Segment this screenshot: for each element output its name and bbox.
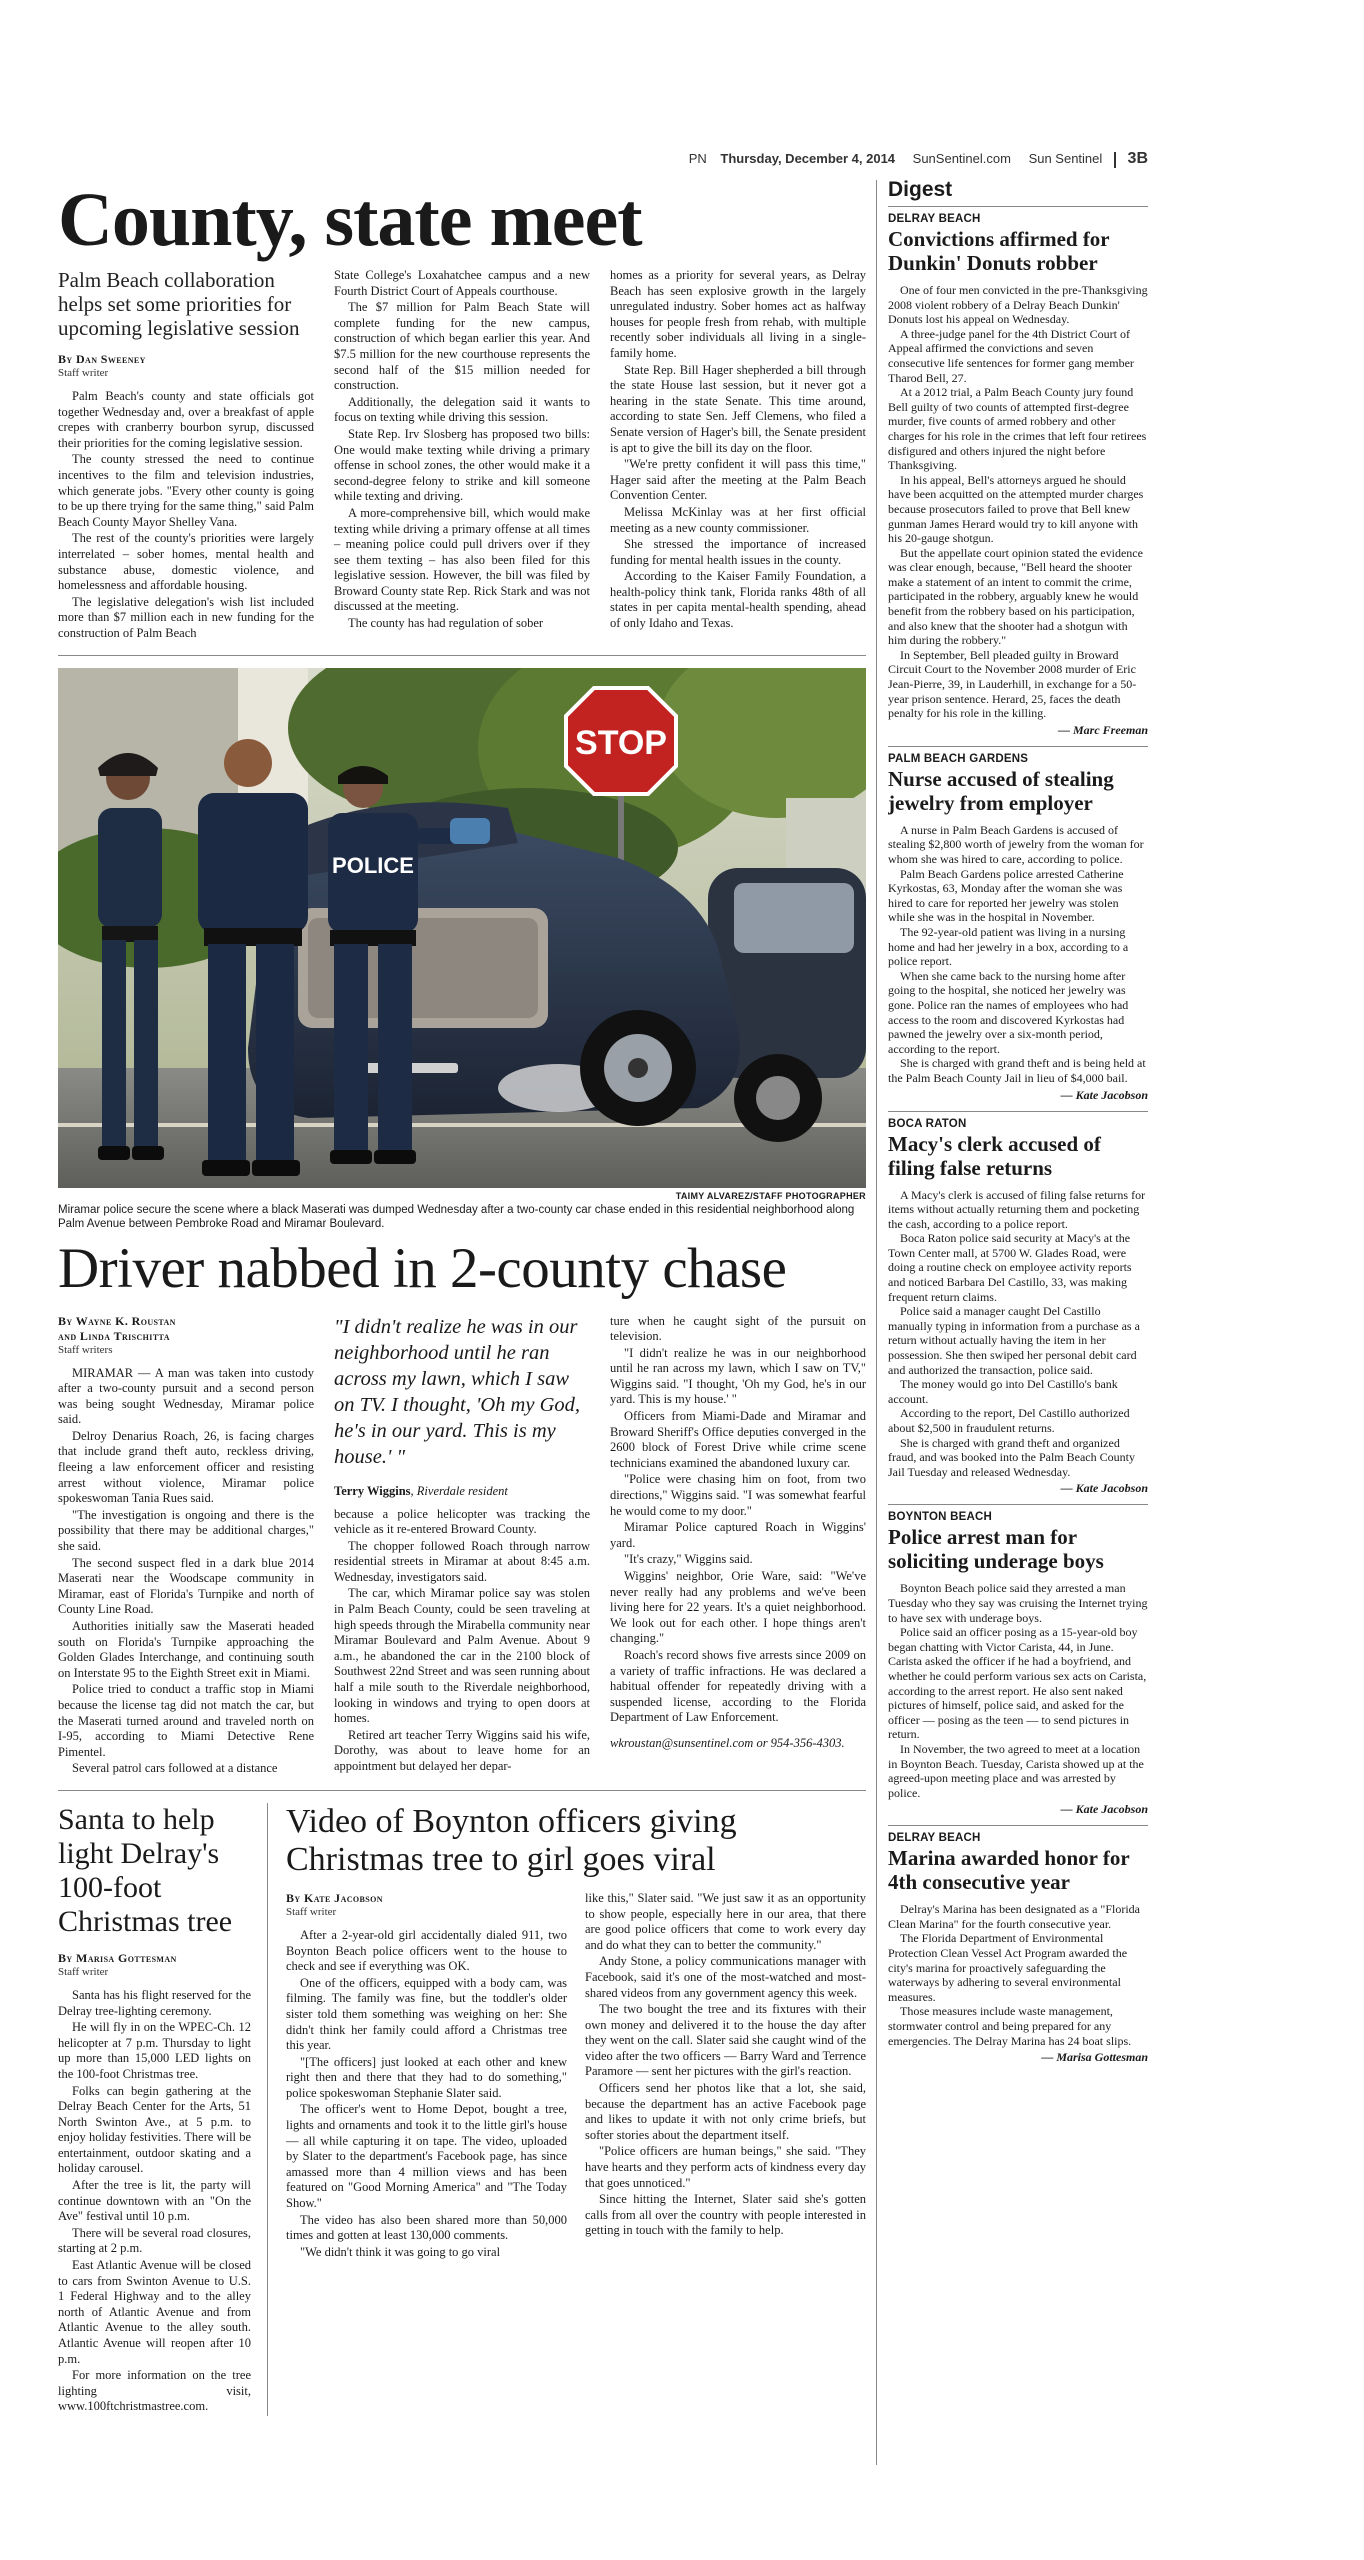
news-photo: [58, 668, 866, 1232]
paragraph: Andy Stone, a policy communications manager with Facebook, said it's one of the most-watched and most-shared videos from any government agency this week.: [585, 1954, 866, 2000]
website-link[interactable]: SunSentinel.com: [912, 151, 1011, 166]
bottom-stories: [58, 1803, 866, 2416]
brief-dateline: BOCA RATON: [888, 1117, 967, 1130]
video-byline: By Kate Jacobson: [286, 1890, 383, 1905]
lead-col-1: [58, 268, 314, 643]
paragraph: But the appellate court opinion stated the evidence was clear enough, because, "Bell heard the shooter make a statement of an intent to commit the crime, participated in the robbery, arguably knew he would benefit from the robbery based on his participation, and also knew that the shooter had a shotgun with him during the robbery.": [888, 545, 1143, 648]
stop-sign-text: STOP: [575, 723, 667, 762]
chase-columns: [58, 1314, 866, 1778]
paragraph: The money would go into Del Castillo's bank account.: [888, 1377, 1118, 1406]
pull-quote-attribution: [334, 1484, 590, 1499]
paragraph: Delray's Marina has been designated as a "Florida Clean Marina" for the fourth consecutive year.: [888, 1902, 1140, 1931]
lead-columns: [58, 268, 866, 643]
paragraph: Those measures include waste management, stormwater control and being prepared for any emergencies. The Delray Marina has 24 boat slips.: [888, 2004, 1132, 2048]
brief-signature: — Kate Jacobson: [1060, 1481, 1148, 1496]
paragraph: She stressed the importance of increased funding for mental health issues in the county.: [610, 537, 866, 567]
paragraph: Santa has his flight reserved for the Delray tree-lighting ceremony.: [58, 1987, 251, 2018]
paragraph: The county stressed the need to continue incentives to the film and television industries, which generate jobs. "Every other county is going to be up there trying for the same thing," said Palm Beach County Mayor Shelley Vana.: [58, 452, 314, 529]
brief-signature: — Kate Jacobson: [1060, 1087, 1148, 1102]
chase-story: [58, 1238, 866, 1778]
police-scene-photo: [58, 668, 866, 1188]
paragraph: The officer's went to Home Depot, bought a tree, lights and ornaments and took it to the little girl's house — all while capturing it on tape. The video, uploaded by Slater to the department's Facebook page, has since amassed more than 4 million views and has been featured on "Good Morning America" and "The Today Show.": [286, 2102, 567, 2211]
header-divider: [1114, 152, 1116, 168]
paragraph: The second suspect fled in a dark blue 2014 Maserati near the Woodscape community in Miramar, east of Florida's Turnpike and north of County Line Road.: [58, 1555, 314, 1617]
quote-role: , Riverdale resident: [410, 1483, 508, 1498]
page-number: 3B: [1127, 150, 1148, 167]
paragraph: like this," Slater said. "We just saw it as an opportunity to show people, especially here in our area, that there are good police officers that come to work every day and do what they can to better the community.": [585, 1890, 866, 1952]
santa-headline: Santa to help light Delray's 100-foot Christmas tree: [58, 1802, 233, 1938]
brief-dateline: DELRAY BEACH: [888, 213, 981, 225]
paragraph: Delroy Denarius Roach, 26, is facing charges that include grand theft auto, reckless driving, fleeing a law enforcement officer and resisting arrest without violence, Miramar police spokeswoman Tania Rues said.: [58, 1428, 314, 1506]
paragraph: The chopper followed Roach through narrow residential streets in Miramar at about 8:45 a.m. Wednesday, investigators said.: [334, 1538, 590, 1584]
digest-brief: [888, 1111, 1148, 1497]
chase-headline: Driver nabbed in 2-county chase: [58, 1236, 787, 1300]
paragraph: "The investigation is ongoing and there is the possibility that there may be additional charges," she said.: [58, 1507, 314, 1554]
paragraph: Wiggins' neighbor, Orie Ware, said: "We've never really had any problems and we've been living here for 22 years. It's a quiet neighborhood. We look out for each other. I hope things aren't changing.": [610, 1569, 866, 1646]
photo-credit: TAIMY ALVAREZ/STAFF PHOTOGRAPHER: [675, 1190, 866, 1201]
santa-story: [58, 1803, 268, 2416]
paragraph: "It's crazy," Wiggins said.: [624, 1552, 753, 1567]
paragraph: A nurse in Palm Beach Gardens is accused of stealing $2,800 worth of jewelry from the woman for whom she was hired to care, according to police.: [888, 822, 1144, 866]
paragraph: "Police officers are human beings," she said. "They have hearts and they perform acts of kindness every day that goes unnoticed.": [585, 2144, 866, 2190]
paragraph: Palm Beach Gardens police arrested Catherine Kyrkostas, 63, Monday after the woman she was hired to care for reported her jewelry was stolen while she was in the hospital in November.: [888, 866, 1124, 925]
paragraph: According to the Kaiser Family Foundation, a health-policy think tank, Florida ranks 48th of all states in per capita mental-health spending, ahead of only Idaho and Texas.: [610, 569, 866, 631]
paragraph: Miramar Police captured Roach in Wiggins' yard.: [610, 1520, 866, 1550]
video-headline: Video of Boynton officers giving Christmas tree to girl goes viral: [286, 1802, 737, 1878]
lead-story: [58, 180, 866, 643]
digest-brief: [888, 206, 1148, 738]
chase-col-2: [334, 1314, 590, 1778]
paragraph: The legislative delegation's wish list included more than $7 million each in new funding for the construction of Palm Beach: [58, 594, 314, 640]
lead-deck: Palm Beach collaboration helps set some priorities for upcoming legislative session: [58, 268, 300, 340]
paragraph: One of the officers, equipped with a body cam, was filming. The family was fine, but the toddler's older sister told them something was weighing on her: She didn't think her family could afford a Christmas tree this year.: [286, 1975, 567, 2053]
brief-dateline: DELRAY BEACH: [888, 1832, 981, 1845]
video-columns: [286, 1891, 866, 2261]
paragraph: The 92-year-old patient was living in a nursing home and had her jewelry in a box, according to a police report.: [888, 924, 1129, 969]
paragraph: MIRAMAR — A man was taken into custody after a two-county pursuit and a second person was being sought Wednesday, Miramar police said.: [58, 1365, 314, 1427]
paragraph: State Rep. Bill Hager shepherded a bill through the state House last session, but it never got a hearing in the state Senate. This time around, according to state Sen. Jeff Clemens, who filed a Senate version of Hager's bill, the Senate president is apt to give the bill its day on the floor.: [610, 362, 866, 455]
paragraph: The $7 million for Palm Beach State will complete funding for the new campus, construction of which began earlier this year. And $7.5 million for the new courthouse represents the second half of the $15 million needed for construction.: [334, 300, 590, 393]
brief-signature: — Marc Freeman: [1058, 722, 1148, 737]
paragraph: State Rep. Irv Slosberg has proposed two bills: One would make texting while driving a primary offense in school zones, the other would make it a second-degree felony to strike and kill someone while texting and driving.: [334, 426, 590, 504]
chase-col-1: [58, 1314, 314, 1778]
paragraph: Police tried to conduct a traffic stop in Miami because the license tag did not match the car, but the Maserati turned around and traveled north on I-95, according to Miami Detective Rene Pimentel.: [58, 1682, 314, 1759]
digest-title: Digest: [888, 178, 953, 201]
paragraph: According to the report, Del Castillo authorized about $2,500 in fraudulent returns.: [888, 1406, 1130, 1435]
paragraph: Officers from Miami-Dade and Miramar and Broward Sheriff's Office deputies converged in the 2600 block of Forest Drive while crime scene technicians examined the abandoned luxury car.: [610, 1409, 866, 1470]
video-col-1: [286, 1891, 567, 2261]
chase-byline: By Wayne K. Roustan: [58, 1313, 176, 1328]
paragraph: The Florida Department of Environmental Protection Clean Vessel Act Program awarded the city's marina for proactively safeguarding the waterways by adhering to several environmental measures.: [888, 1931, 1128, 2004]
lead-byline-role: Staff writer: [58, 367, 109, 379]
paragraph: "We're pretty confident it will pass this time," Hager said after the meeting at the Palm Beach Convention Center.: [610, 457, 866, 503]
brief-headline: Police arrest man for soliciting underage boys: [888, 1525, 1104, 1574]
paragraph: After a 2-year-old girl accidentally dialed 911, two Boynton Beach police officers went to the house to check and see if everything was OK.: [286, 1927, 567, 1974]
paragraph: Palm Beach's county and state officials got together Wednesday and, over a breakfast of apple crepes with cranberry bourbon syrup, discussed their priorities for the coming legislative session.: [58, 389, 314, 450]
photo-illustration: [58, 668, 866, 1188]
paragraph: Retired art teacher Terry Wiggins said his wife, Dorothy, was about to leave home for an appointment but delayed her depar-: [334, 1727, 590, 1773]
brief-signature: — Marisa Gottesman: [1041, 2050, 1148, 2065]
brief-headline: Marina awarded honor for 4th consecutive year: [888, 1846, 1130, 1895]
chase-byline-role: Staff writers: [58, 1343, 113, 1356]
digest-brief: [888, 746, 1148, 1103]
paper-name: Sun Sentinel: [1028, 151, 1103, 166]
paragraph: Authorities initially saw the Maserati headed south on Florida's Turnpike approaching the Golden Glades Interchange, and continuing south on Interstate 95 to the Eighth Street exit in Miami.: [58, 1619, 314, 1680]
paragraph: In November, the two agreed to meet at a location in Boynton Beach. Tuesday, Carista showed up at the agreed-upon meeting place and was arrested by police.: [888, 1741, 1144, 1800]
paragraph: Folks can begin gathering at the Delray Beach Center for the Arts, 51 North Swinton Ave., at 5 p.m. to enjoy holiday festivities. There will be entertainment, outdoor skating and a holiday carousel.: [58, 2083, 251, 2176]
lead-headline: County, state meet: [58, 178, 642, 262]
lead-byline: By Dan Sweeney: [58, 352, 146, 366]
video-story: [268, 1803, 866, 2416]
digest-brief: [888, 1504, 1148, 1817]
paragraph: He will fly in on the WPEC-Ch. 12 helicopter at 7 p.m. Thursday to light up more than 15,000 LED lights on the 100-foot Christmas tree.: [58, 2020, 251, 2081]
paragraph: A more-comprehensive bill, which would make texting while driving a primary offense at all times – meaning police could pull drivers over if they see them texting – has also been filed for this legislative session. However, the bill was filed by Broward County state Rep. Rick Stark and was not discussed at the meeting.: [334, 505, 590, 614]
paragraph: Additionally, the delegation said it wants to focus on texting while driving this session.: [334, 394, 590, 425]
paragraph: There will be several road closures, starting at 2 p.m.: [58, 2225, 251, 2256]
edition-code: PN: [688, 151, 707, 166]
main-column: [58, 180, 866, 2416]
paragraph: She is charged with grand theft and organized fraud, and was booked into the Palm Beach County Jail Tuesday and released Wednesday.: [888, 1435, 1135, 1479]
paragraph: One of four men convicted in the pre-Thanksgiving 2008 violent robbery of a Delray Beach Dunkin' Donuts lost his appeal on Wednesday.: [888, 283, 1148, 327]
paragraph: She is charged with grand theft and is being held at the Palm Beach County Jail in lieu of $4,000 bail.: [888, 1056, 1146, 1085]
digest-sidebar: [888, 178, 1148, 2468]
lead-col-3: [610, 268, 866, 643]
paragraph: because a police helicopter was tracking the vehicle as it re-entered Broward County.: [334, 1506, 590, 1537]
paragraph: State College's Loxahatchee campus and a new Fourth District Court of Appeals courthouse.: [334, 268, 590, 298]
paragraph: "Police were chasing him on foot, from two directions," Wiggins said. "I was somewhat fearful he would come to my door.": [610, 1472, 866, 1518]
reporter-contact: wkroustan@sunsentinel.com or 954-356-4303.: [610, 1735, 845, 1750]
brief-dateline: PALM BEACH GARDENS: [888, 752, 1029, 765]
paragraph: Boca Raton police said security at Macy's at the Town Center mall, at 5700 W. Glades Road, were doing a routine check on employee activity reports and noticed Barbara Del Castillo, 33, was making frequent return claims.: [888, 1231, 1132, 1304]
video-byline-role: Staff writer: [286, 1905, 337, 1918]
paragraph: Roach's record shows five arrests since 2009 on a variety of traffic infractions. He was declared a habitual offender for repeatedly driving with a suspended license, according to the Florida Department of Law Enforcement.: [610, 1647, 866, 1725]
paragraph: Several patrol cars followed at a distance: [72, 1761, 278, 1776]
paragraph: In his appeal, Bell's attorneys argued he should have been acquitted on the attempted murder charges because prosecutors failed to prove that Bell knew gunman James Herard would try to kill anyone with his 20-gauge shotgun.: [888, 472, 1144, 546]
paragraph: The car, which Miramar police say was stolen in Palm Beach County, could be seen traveling at high speeds through the Mirabella community near Miramar Boulevard and Palm Avenue. About 9 a.m., he abandoned the car in the 2100 block of Southwest 22nd Street and was seen running about half a mile south to the Riverdale neighborhood, looking in windows and trying to open doors at homes.: [334, 1586, 590, 1726]
column-divider: [876, 180, 877, 2465]
paragraph: East Atlantic Avenue will be closed to cars from Swinton Avenue to U.S. 1 Federal Highway and to the alley north of Atlantic Avenue and from Atlantic Avenue to the alley south. Atlantic Avenue will reopen after 10 p.m.: [58, 2258, 251, 2366]
paragraph: When she came back to the nursing home after going to the hospital, she noticed her jewelry was gone. Police ran the names of employees who had access to the room and discovered Kyrkostas had pawned the jewelry over a six-month period, according to the report.: [888, 968, 1129, 1056]
brief-dateline: BOYNTON BEACH: [888, 1511, 992, 1524]
paragraph: After the tree is lit, the party will continue downtown with an "On the Ave" festival until 10 p.m.: [58, 2178, 251, 2224]
section-divider: [58, 1790, 866, 1791]
paragraph: ture when he caught sight of the pursuit on television.: [610, 1313, 866, 1344]
lead-col-2: [334, 268, 590, 643]
brief-headline: Macy's clerk accused of filing false returns: [888, 1131, 1101, 1180]
brief-signature: — Kate Jacobson: [1060, 1802, 1148, 1817]
issue-date: Thursday, December 4, 2014: [720, 151, 896, 166]
paragraph: Melissa McKinlay was at her first official meeting as a new county commissioner.: [610, 504, 866, 535]
paragraph: Police said an officer posing as a 15-year-old boy began chatting with Victor Carista, 44, in June. Carista asked the officer if he had a boyfriend, and whether he could perform various sex acts on Carista, according to the arrest report. He also sent naked pictures of himself, police said, and asked for the officer — posing as the teen — to send pictures in return.: [888, 1625, 1147, 1742]
paragraph: "[The officers] just looked at each other and knew right then and there that they had to do something," police spokeswoman Stephanie Slater said.: [286, 2054, 567, 2100]
police-vest-text: POLICE: [332, 852, 414, 878]
paragraph: A three-judge panel for the 4th District Court of Appeal affirmed the convictions and seven consecutive life sentences for former gang member Tharod Bell, 27.: [888, 326, 1134, 385]
paragraph: The rest of the county's priorities were largely interrelated – sober homes, mental health and substance abuse, domestic violence, and homelessness and affordable housing.: [58, 531, 314, 593]
brief-headline: Nurse accused of stealing jewelry from employer: [888, 766, 1114, 815]
paragraph: For more information on the tree lighting visit, www.100ftchristmastree.com.: [58, 2368, 251, 2414]
quote-name: Terry Wiggins: [334, 1483, 411, 1498]
chase-byline-2: and Linda Trischitta: [58, 1328, 170, 1343]
paragraph: The county has had regulation of sober: [348, 616, 544, 631]
paragraph: Since hitting the Internet, Slater said she's gotten calls from all over the country with people interested in getting in touch with the family to help.: [585, 2192, 866, 2238]
video-col-2: [585, 1891, 866, 2261]
paragraph: A Macy's clerk is accused of filing false returns for items without actually returning them and pocketing the cash, according to a police report.: [888, 1187, 1146, 1231]
digest-brief: [888, 1825, 1148, 2065]
santa-byline-role: Staff writer: [58, 1965, 109, 1978]
paragraph: Police said a manager caught Del Castillo manually typing in information from a purchase as a return without actually having the item in her possession. She then swiped her personal debit card and authorized the transaction, police said.: [888, 1304, 1140, 1377]
paragraph: The video has also been shared more than 50,000 times and gotten at least 130,000 comments.: [286, 2212, 567, 2243]
paragraph: At a 2012 trial, a Palm Beach County jury found Bell guilty of two counts of attempted first-degree murder, five counts of armed robbery and other charges for his role in the crimes that left four retirees disfigured and others injured the night before Thanksgiving.: [888, 385, 1147, 473]
section-divider: [58, 655, 866, 656]
photo-caption: Miramar police secure the scene where a black Maserati was dumped Wednesday after a two-county car chase ended in this residential neighborhood along Palm Avenue between Pembroke Road and Miramar Boulevard.: [58, 1203, 855, 1230]
paragraph: In September, Bell pleaded guilty in Broward Circuit Court to the November 2008 murder of Eric Jean-Pierre, 39, in Lauderhill, in exchange for a 50-year prison sentence. Herard, 25, faces the death penalty for his role in the killing.: [888, 647, 1137, 721]
chase-col-3: [610, 1314, 866, 1778]
paragraph: Officers send her photos like that a lot, she said, because the department has an active Facebook page and likes to update it with not only crime briefs, but softer stories about the department itself.: [585, 2081, 866, 2142]
paragraph: Boynton Beach police said they arrested a man Tuesday who they say was cruising the Internet trying to have sex with underage boys.: [888, 1581, 1148, 1625]
paragraph: The two bought the tree and its fixtures with their own money and delivered it to the house the day after they went on the call. Slater said she caught wind of the video after the two officers — Barry Ward and Terrence Paramore — sent her pictures with the girl's reaction.: [585, 2002, 866, 2079]
page-header: [58, 150, 1148, 172]
brief-headline: Convictions affirmed for Dunkin' Donuts robber: [888, 227, 1110, 275]
pull-quote: "I didn't realize he was in our neighborhood until he ran across my lawn, which I saw on TV. I thought, 'Oh my God, he's in our yard. This is my house.' ": [334, 1315, 581, 1468]
paragraph: "We didn't think it was going to go viral: [300, 2244, 501, 2259]
santa-byline: By Marisa Gottesman: [58, 1950, 177, 1965]
paragraph: "I didn't realize he was in our neighborhood until he ran across my lawn, which I saw on TV," Wiggins said. "I thought, 'Oh my God, he's in our yard. This is my house.' ": [610, 1345, 866, 1407]
paragraph: homes as a priority for several years, as Delray Beach has seen explosive growth in the largely unregulated industry. Sober homes act as halfway houses for people fresh from rehab, with multiple recently sober individuals all living in a single-family home.: [610, 268, 866, 360]
